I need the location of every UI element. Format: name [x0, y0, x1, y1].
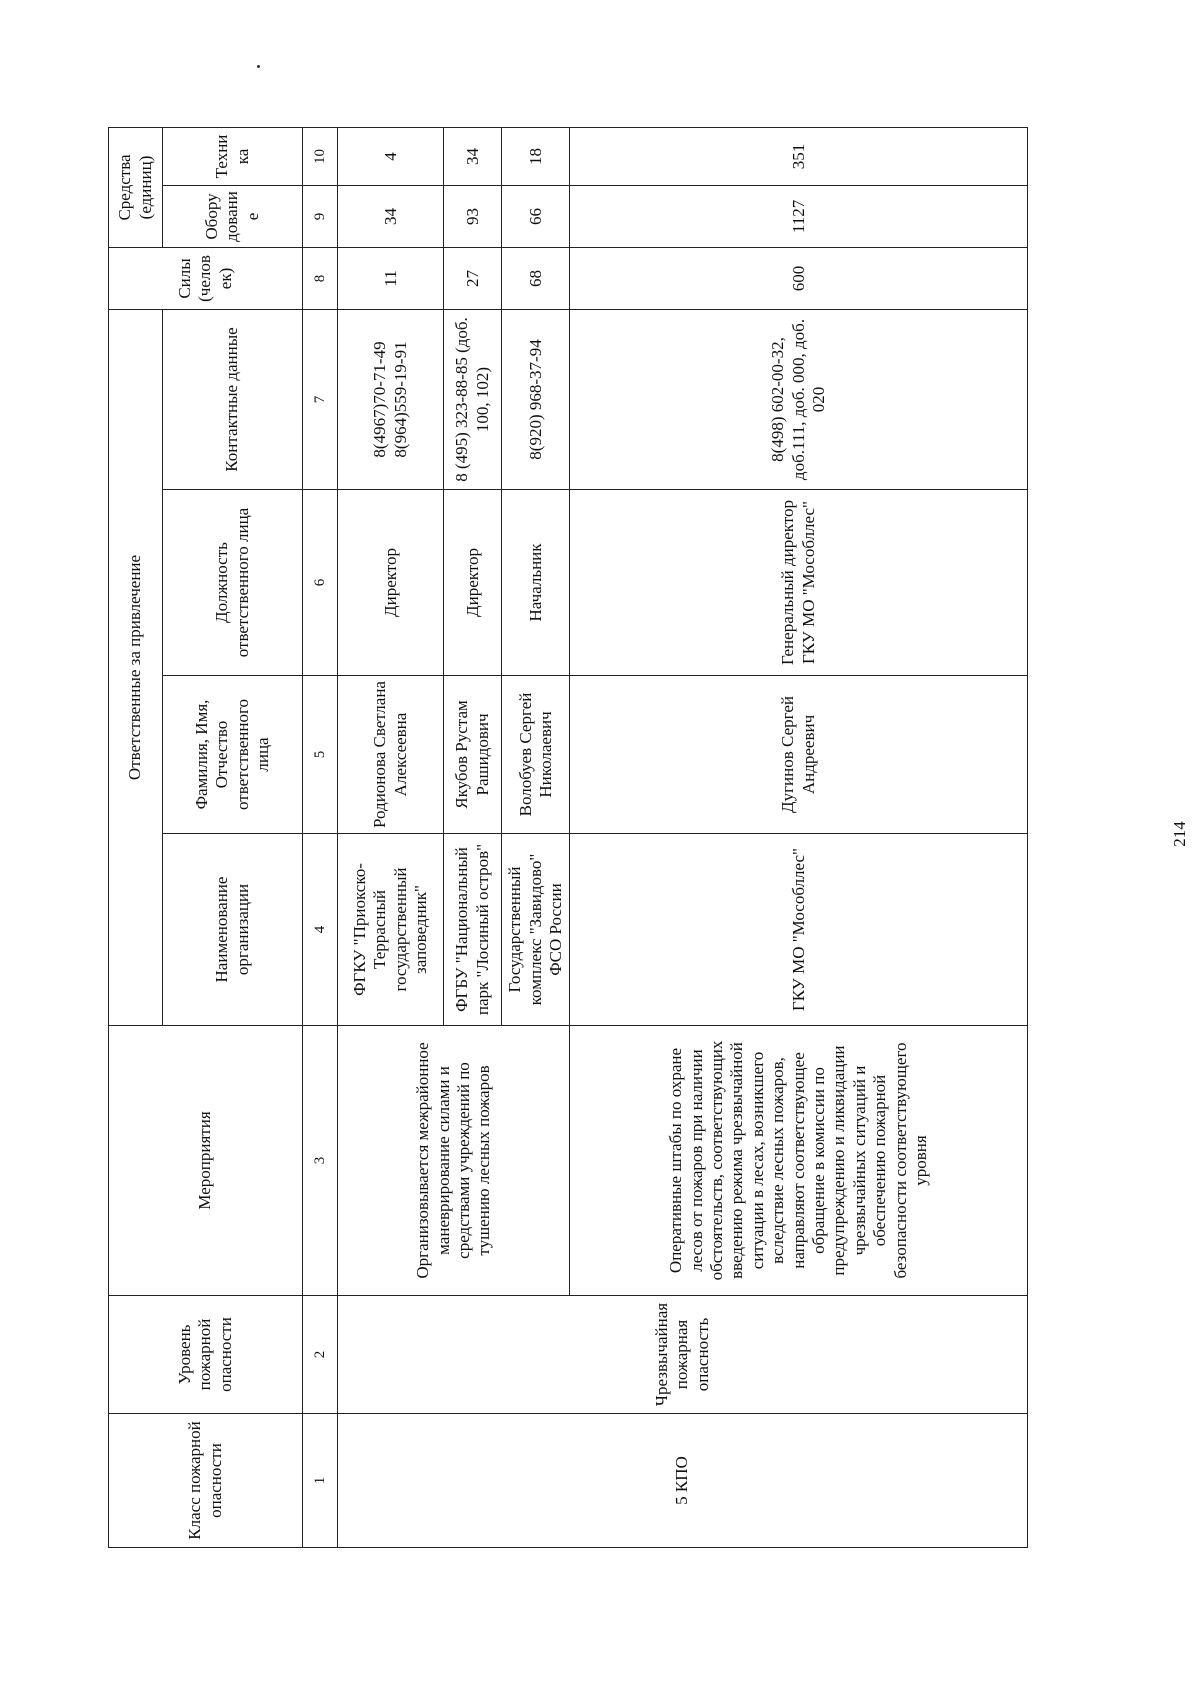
header-responsible-group: Ответственные за привлечение [109, 309, 163, 1025]
equipment-cell: 34 [338, 185, 444, 247]
fire-measures-table [108, 127, 1028, 1548]
column-number: 8 [303, 247, 338, 309]
contacts-cell: 8(498) 602-00-32, доб.111, доб. 000, доб. 020 [570, 309, 1028, 489]
column-number: 9 [303, 185, 338, 247]
forces-cell: 27 [444, 247, 502, 309]
contacts-cell: 8(920) 968-37-94 [502, 309, 570, 489]
column-number: 7 [303, 309, 338, 489]
column-number: 5 [303, 676, 338, 834]
column-number: 1 [303, 1414, 338, 1548]
vehicles-cell: 351 [570, 127, 1028, 185]
person-name-cell: Дугинов Сергей Андреевич [570, 676, 1028, 834]
forces-cell: 11 [338, 247, 444, 309]
header-equipment: Оборудование [163, 185, 303, 247]
column-number: 10 [303, 127, 338, 185]
header-measures: Мероприятия [109, 1026, 303, 1296]
position-cell: Генеральный директор ГКУ МО "Мособллес" [570, 490, 1028, 676]
scan-speck [257, 65, 260, 68]
header-forces: Силы (человек) [109, 247, 303, 309]
column-number: 6 [303, 490, 338, 676]
page-number: 214 [1170, 821, 1189, 847]
measures-headquarters-cell: Оперативные штабы по охране лесов от пожаров при наличии обстоятельств, соответствующих введению режима чрезвычайной ситуации в лесах, возникшего вследствие лесных пожаров, направляют соответствующее обращение в комиссии по предупреждению и ликвидации чрезвычайных ситуаций и обеспечению пожарной безопасности соответствующего уровня [570, 1026, 1028, 1296]
org-name-cell: ФГКУ "Приокско-Террасный государственный заповедник" [338, 834, 444, 1026]
vehicles-cell: 34 [444, 127, 502, 185]
org-name-cell: ФГБУ "Национальный парк "Лосиный остров" [444, 834, 502, 1026]
person-name-cell: Волобуев Сергей Николаевич [502, 676, 570, 834]
header-level: Уровень пожарной опасности [109, 1296, 303, 1414]
measures-maneuvering-cell: Организовывается межрайонное маневрирование силами и средствами учреждений по тушению лесных пожаров [338, 1026, 570, 1296]
contacts-cell: 8 (495) 323-88-85 (доб. 100, 102) [444, 309, 502, 489]
org-name-cell: ГКУ МО "Мособллес" [570, 834, 1028, 1026]
header-position: Должность ответственного лица [163, 490, 303, 676]
equipment-cell: 93 [444, 185, 502, 247]
column-number-row [303, 127, 338, 1547]
forces-cell: 600 [570, 247, 1028, 309]
vehicles-cell: 18 [502, 127, 570, 185]
vehicles-cell: 4 [338, 127, 444, 185]
fire-level-cell: Чрезвычайная пожарная опасность [338, 1296, 1028, 1414]
contacts-cell: 8(4967)70-71-49 8(964)559-19-91 [338, 309, 444, 489]
rotated-table-page [108, 128, 1028, 1548]
position-cell: Начальник [502, 490, 570, 676]
fire-class-cell: 5 КПО [338, 1414, 1028, 1548]
position-cell: Директор [444, 490, 502, 676]
org-name-cell: Государственный комплекс "Завидово" ФСО России [502, 834, 570, 1026]
header-means-group: Средства (единиц) [109, 127, 163, 247]
equipment-cell: 66 [502, 185, 570, 247]
column-number: 4 [303, 834, 338, 1026]
header-vehicles: Техника [163, 127, 303, 185]
header-person-name: Фамилия, Имя, Отчество ответственного лица [163, 676, 303, 834]
column-number: 2 [303, 1296, 338, 1414]
header-class: Класс пожарной опасности [109, 1414, 303, 1548]
person-name-cell: Якубов Рустам Рашидович [444, 676, 502, 834]
position-cell: Директор [338, 490, 444, 676]
header-org-name: Наименование организации [163, 834, 303, 1026]
table-row [338, 127, 444, 1547]
forces-cell: 68 [502, 247, 570, 309]
header-contacts: Контактные данные [163, 309, 303, 489]
column-number: 3 [303, 1026, 338, 1296]
equipment-cell: 1127 [570, 185, 1028, 247]
person-name-cell: Родионова Светлана Алексеевна [338, 676, 444, 834]
